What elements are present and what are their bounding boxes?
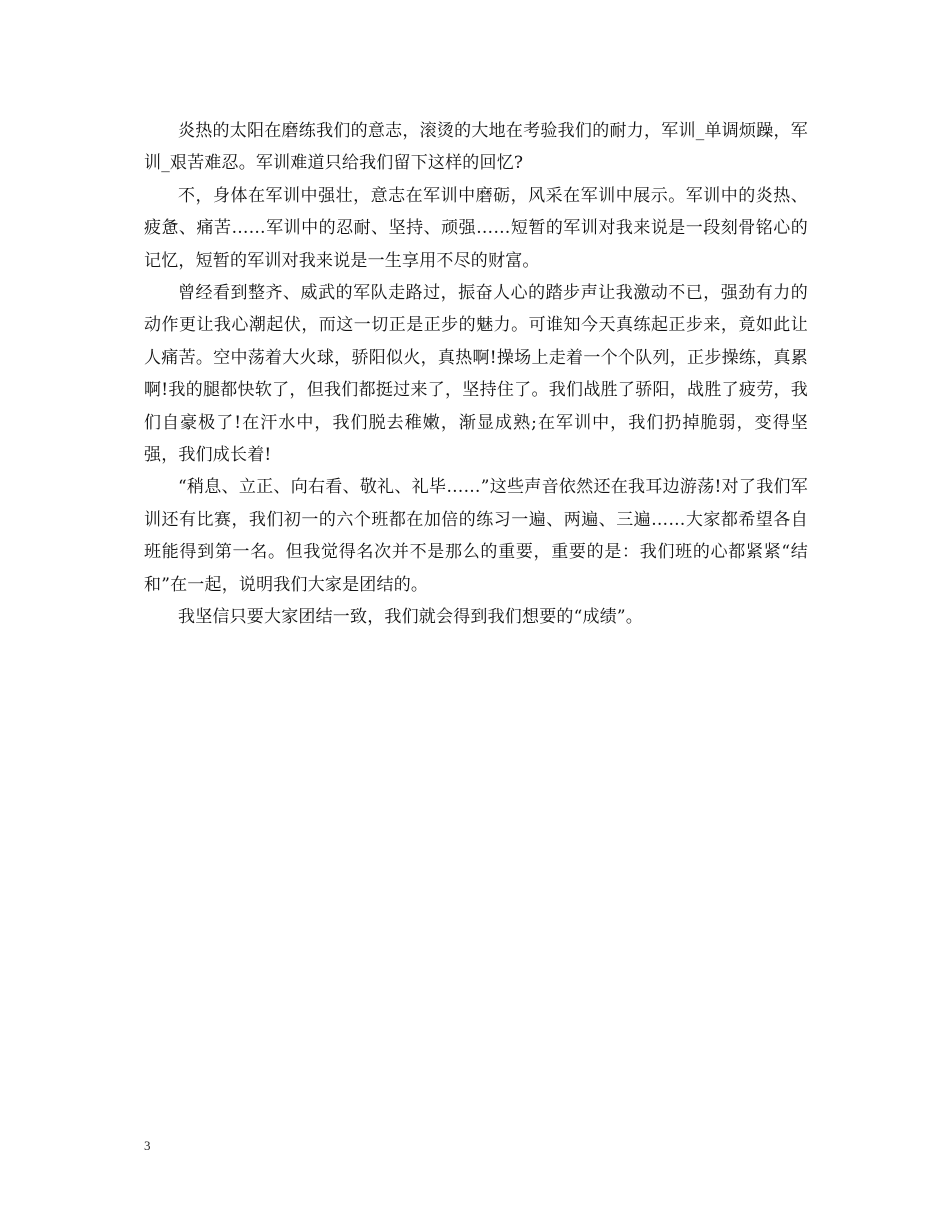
page-number: 3: [144, 1138, 151, 1153]
paragraph-1: 炎热的太阳在磨练我们的意志，滚烫的大地在考验我们的耐力，军训_单调烦躁，军训_艰苦难忍。军训难道只给我们留下这样的回忆?: [144, 121, 808, 174]
paragraph-4: “稍息、立正、向右看、敬礼、礼毕……”这些声音依然还在我耳边游荡!对了我们军训还有比赛，我们初一的六个班都在加倍的练习一遍、两遍、三遍……大家都希望各自班能得到第一名。但我觉得名次并不是那么的重要，重要的是：我们班的心都紧紧“结和”在一起，说明我们大家是团结的。: [144, 477, 808, 595]
document-body: [144, 115, 808, 634]
paragraph-2: 不，身体在军训中强壮，意志在军训中磨砺，风采在军训中展示。军训中的炎热、疲惫、痛苦……军训中的忍耐、坚持、顽强……短暂的军训对我来说是一段刻骨铭心的记忆，短暂的军训对我来说是一生享用不尽的财富。: [144, 185, 808, 271]
paragraph-3: 曾经看到整齐、威武的军队走路过，振奋人心的踏步声让我激动不已，强劲有力的动作更让我心潮起伏，而这一切正是正步的魅力。可谁知今天真练起正步来，竟如此让人痛苦。空中荡着大火球，骄阳似火，真热啊!操场上走着一个个队列，正步操练，真累啊!我的腿都快软了，但我们都挺过来了，坚持住了。我们战胜了骄阳，战胜了疲劳，我们自豪极了!在汗水中，我们脱去稚嫩，渐显成熟;在军训中，我们扔掉脆弱，变得坚强，我们成长着!: [144, 283, 808, 466]
paragraph-5: 我坚信只要大家团结一致，我们就会得到我们想要的“成绩”。: [178, 607, 643, 628]
